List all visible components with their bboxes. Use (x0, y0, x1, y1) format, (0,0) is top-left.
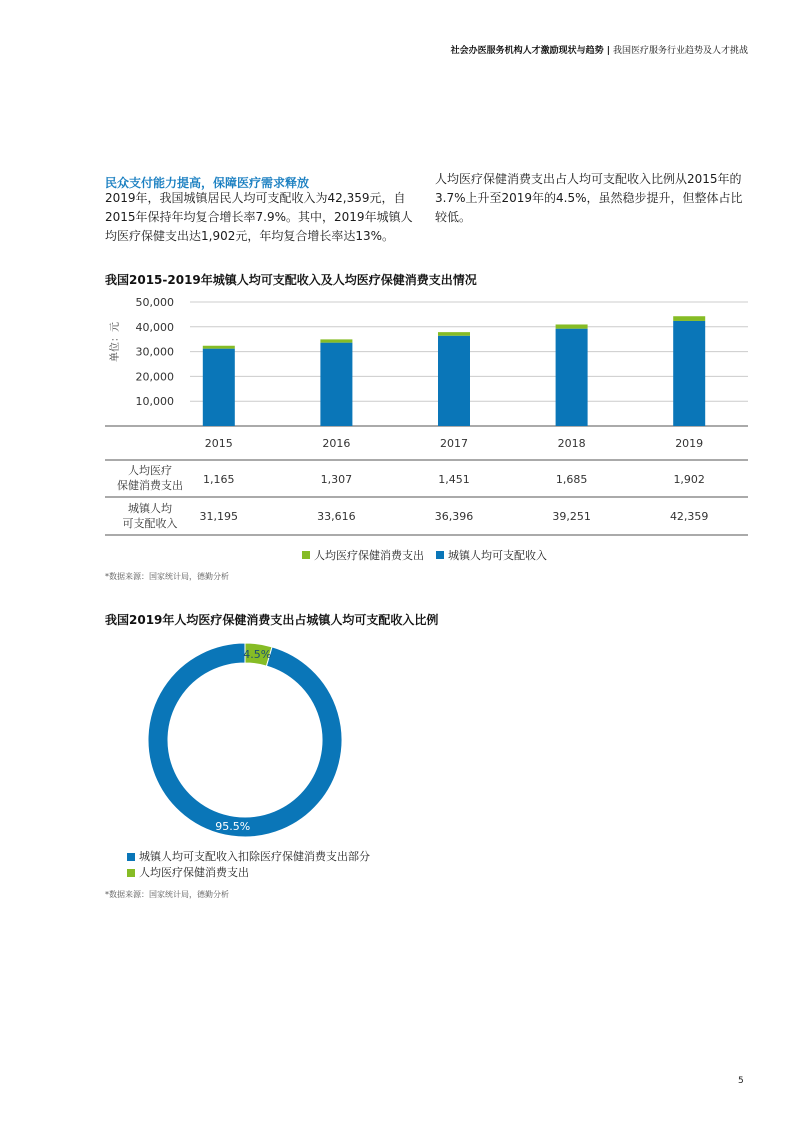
donut-slices (148, 643, 342, 837)
bar-income-2018 (556, 329, 588, 426)
table-row1-label-line2: 保健消费支出 (117, 479, 183, 492)
stacked-bar-chart (0, 290, 793, 550)
section-heading: 民众支付能力提高，保障医疗需求释放 (105, 176, 310, 190)
table-row2-label-line2: 可支配收入 (122, 517, 178, 530)
bar-income-2016 (320, 343, 352, 426)
table-cell-income: 39,251 (552, 510, 591, 523)
donut-labels (215, 648, 271, 833)
bar-income-2015 (203, 349, 235, 426)
chart2-legend (127, 849, 370, 881)
y-tick-label: 50,000 (135, 296, 174, 309)
header-separator: | (606, 46, 610, 56)
y-axis-unit-label: 单位：元 (110, 322, 121, 362)
page-number: 5 (738, 1076, 744, 1086)
table-cell-health: 1,165 (203, 473, 235, 486)
bar-income-2017 (438, 336, 470, 426)
y-tick-label: 40,000 (135, 320, 174, 334)
donut-chart (145, 640, 345, 840)
donut-label-1: 95.5% (215, 820, 251, 834)
paragraph-right: 人均医疗保健消费支出占人均可支配收入比例从2015年的3.7%上升至2019年的4.5%，虽然稳步提升，但整体占比较低。 (435, 172, 743, 224)
y-tick-label: 30,000 (135, 345, 174, 359)
y-tick-label: 10,000 (135, 395, 174, 409)
legend-swatch-blue (436, 551, 444, 559)
chart1-legend (302, 547, 559, 563)
legend-item-health (127, 865, 370, 881)
table-cell-income: 31,195 (199, 510, 239, 523)
chart-y-tick-labels (136, 296, 175, 408)
legend-item-remainder (127, 849, 370, 865)
table-cell-health: 1,451 (438, 473, 470, 486)
x-tick-label: 2018 (557, 437, 586, 450)
bar-health-2016 (320, 339, 352, 342)
chart1-title: 我国2015-2019年城镇人均可支配收入及人均医疗保健消费支出情况 (105, 273, 477, 287)
table-cell-income: 36,396 (434, 510, 474, 523)
legend-label-income: 城镇人均可支配收入 (448, 549, 547, 562)
running-header (300, 43, 748, 56)
table-cell-income: 33,616 (317, 510, 356, 523)
table-row1-label-line1: 人均医疗 (128, 464, 172, 477)
header-section-title: 社会办医服务机构人才激励现状与趋势 (450, 46, 604, 56)
chart1-source-note: *数据来源：国家统计局，德勤分析 (105, 572, 229, 581)
bar-health-2015 (203, 346, 235, 349)
legend-label-remainder: 城镇人均可支配收入扣除医疗保健消费支出部分 (139, 850, 370, 863)
legend-swatch-green (127, 869, 135, 877)
chart-bars (203, 316, 705, 426)
x-tick-label: 2019 (675, 437, 704, 450)
bar-health-2018 (556, 324, 588, 328)
legend-item-income (436, 547, 547, 563)
chart2-source-note: *数据来源：国家统计局，德勤分析 (105, 890, 229, 899)
table-cell-health: 1,685 (555, 473, 588, 486)
legend-swatch-green (302, 551, 310, 559)
table-cell-health: 1,307 (320, 473, 353, 486)
bar-health-2019 (673, 316, 705, 321)
chart-x-tick-labels (205, 437, 703, 450)
table-cell-health: 1,902 (673, 473, 705, 486)
legend-swatch-blue (127, 853, 135, 861)
x-tick-label: 2015 (204, 437, 233, 450)
donut-label-0: 4.5% (243, 647, 272, 661)
header-chapter-title: 我国医疗服务行业趋势及人才挑战 (612, 46, 748, 56)
paragraph-left: 2019年，我国城镇居民人均可支配收入为42,359元，自2015年保持年均复合增长率7.9%。其中，2019年城镇人均医疗保健支出达1,902元，年均复合增长率达13%。 (105, 191, 413, 243)
y-tick-label: 20,000 (135, 370, 174, 384)
table-row2-label-line1: 城镇人均 (128, 502, 172, 515)
legend-label-health: 人均医疗保健消费支出 (139, 866, 249, 879)
x-tick-label: 2017 (440, 437, 468, 450)
bar-health-2017 (438, 332, 470, 336)
chart-gridlines (105, 302, 748, 535)
chart-data-table (200, 473, 709, 523)
x-tick-label: 2016 (322, 437, 351, 450)
table-cell-income: 42,359 (669, 510, 709, 523)
donut-slice-1 (148, 643, 342, 837)
chart2-title: 我国2019年人均医疗保健消费支出占城镇人均可支配收入比例 (105, 613, 439, 627)
legend-item-health (302, 547, 424, 563)
bar-income-2019 (673, 321, 705, 426)
legend-label-health: 人均医疗保健消费支出 (314, 549, 424, 562)
